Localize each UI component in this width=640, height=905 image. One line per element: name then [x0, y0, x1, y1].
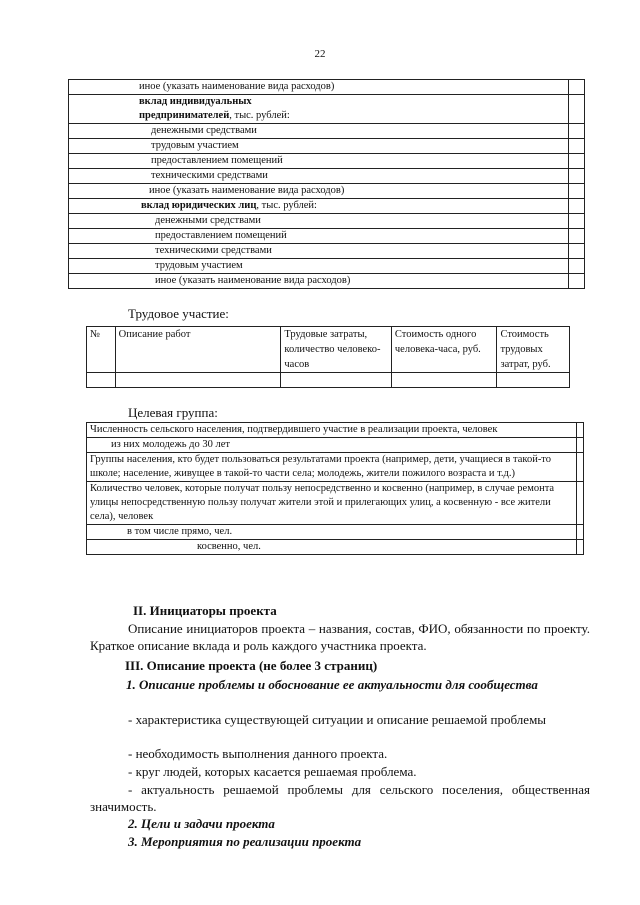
table-cell[interactable] [87, 373, 116, 388]
table-cell: Численность сельского населения, подтвердившего участие в реализации проекта, человек [87, 423, 577, 438]
value-cell[interactable] [569, 124, 585, 139]
table-cell [69, 109, 569, 124]
table-row [69, 184, 585, 199]
value-cell[interactable] [569, 244, 585, 259]
table-row [69, 139, 585, 154]
problem-subheading: 1. Описание проблемы и обоснование ее актуальности для сообщества [126, 677, 538, 692]
cell-text: , тыс. рублей: [229, 110, 290, 121]
table-row [69, 199, 585, 214]
table-cell: техническими средствами [69, 169, 569, 184]
value-cell[interactable] [577, 453, 584, 482]
table-row [69, 80, 585, 95]
table-cell: Количество человек, которые получат пользу непосредственно и косвенно (например, в случае ремонта улицы непосредственную пользу получат жители этой и прилегающих улиц, а косвенную - все жители села), человек [87, 482, 577, 525]
table-cell: косвенно, чел. [87, 540, 577, 555]
cell-bold-text: вклад юридических лиц [141, 200, 257, 211]
table-row [87, 525, 584, 540]
table-row [87, 423, 584, 438]
table-row [87, 438, 584, 453]
table-cell: предоставлением помещений [69, 154, 569, 169]
table-row [87, 373, 570, 388]
table-cell: техническими средствами [69, 244, 569, 259]
value-cell[interactable] [577, 438, 584, 453]
value-cell[interactable] [577, 423, 584, 438]
value-cell[interactable] [577, 525, 584, 540]
header-cell: Стоимость трудовых затрат, руб. [497, 327, 570, 373]
table-cell: из них молодежь до 30 лет [87, 438, 577, 453]
page-number: 22 [314, 48, 326, 60]
value-cell[interactable] [569, 259, 585, 274]
value-cell[interactable] [569, 109, 585, 124]
table-cell: Группы населения, кто будет пользоваться результатами проекта (например, дети, учащиеся в такой-то школе; население, живущее в такой-то части села; молодежь, жители пожилого возраста и т.д.) [87, 453, 577, 482]
section2-heading: II. Инициаторы проекта [133, 603, 277, 618]
bullet-relevance: - актуальность решаемой проблемы для сельского поселения, общественная значимость. [90, 782, 590, 814]
table-cell: предоставлением помещений [69, 229, 569, 244]
goals-subheading: 2. Цели и задачи проекта [128, 816, 275, 831]
table-row [69, 274, 585, 289]
table-cell: трудовым участием [69, 259, 569, 274]
table-cell [69, 199, 569, 214]
table-cell[interactable] [391, 373, 497, 388]
table-cell: денежными средствами [69, 214, 569, 229]
value-cell[interactable] [569, 274, 585, 289]
value-cell[interactable] [569, 154, 585, 169]
value-cell[interactable] [569, 95, 585, 110]
cell-bold-text: предпринимателей [139, 110, 230, 121]
target-group-table [86, 422, 584, 555]
table-row [87, 482, 584, 525]
table-row [69, 229, 585, 244]
value-cell[interactable] [569, 139, 585, 154]
table-row [69, 214, 585, 229]
table-cell: в том числе прямо, чел. [87, 525, 577, 540]
table-cell: трудовым участием [69, 139, 569, 154]
value-cell[interactable] [569, 214, 585, 229]
value-cell[interactable] [569, 184, 585, 199]
header-cell: Трудовые затраты, количество человеко-часов [281, 327, 391, 373]
table-cell: иное (указать наименование вида расходов) [69, 184, 569, 199]
section2-paragraph: Описание инициаторов проекта – названия, состав, ФИО, обязанности по проекту. Краткое описание вклада и роль каждого участника проекта. [90, 621, 590, 653]
table-cell: денежными средствами [69, 124, 569, 139]
cell-text: , тыс. рублей: [256, 200, 317, 211]
table-header-row [87, 327, 570, 373]
labor-table [86, 326, 570, 388]
bullet-audience: - круг людей, которых касается решаемая проблема. [128, 764, 417, 779]
bullet-situation: - характеристика существующей ситуации и описание решаемой проблемы [128, 712, 547, 727]
value-cell[interactable] [569, 229, 585, 244]
header-cell: Стоимость одного человека-часа, руб. [391, 327, 497, 373]
table-cell[interactable] [281, 373, 391, 388]
expense-table [68, 79, 585, 289]
table-row [69, 154, 585, 169]
activities-subheading: 3. Мероприятия по реализации проекта [128, 834, 362, 849]
value-cell[interactable] [577, 482, 584, 525]
target-caption: Целевая группа: [128, 405, 218, 420]
header-cell: Описание работ [115, 327, 281, 373]
table-row [69, 244, 585, 259]
table-row [69, 124, 585, 139]
table-row [87, 540, 584, 555]
table-row [69, 169, 585, 184]
table-row [69, 95, 585, 110]
value-cell[interactable] [569, 199, 585, 214]
value-cell[interactable] [569, 80, 585, 95]
table-cell: иное (указать наименование вида расходов) [69, 80, 569, 95]
table-row [69, 109, 585, 124]
table-row [69, 259, 585, 274]
table-cell: вклад индивидуальных [69, 95, 569, 110]
value-cell[interactable] [569, 169, 585, 184]
header-cell: № [87, 327, 116, 373]
table-cell[interactable] [497, 373, 570, 388]
section3-heading: III. Описание проекта (не более 3 страниц) [125, 658, 378, 673]
bullet-necessity: - необходимость выполнения данного проекта. [128, 746, 388, 761]
table-cell[interactable] [115, 373, 281, 388]
table-cell: иное (указать наименование вида расходов) [69, 274, 569, 289]
value-cell[interactable] [577, 540, 584, 555]
table-row [87, 453, 584, 482]
labor-caption: Трудовое участие: [128, 306, 229, 321]
